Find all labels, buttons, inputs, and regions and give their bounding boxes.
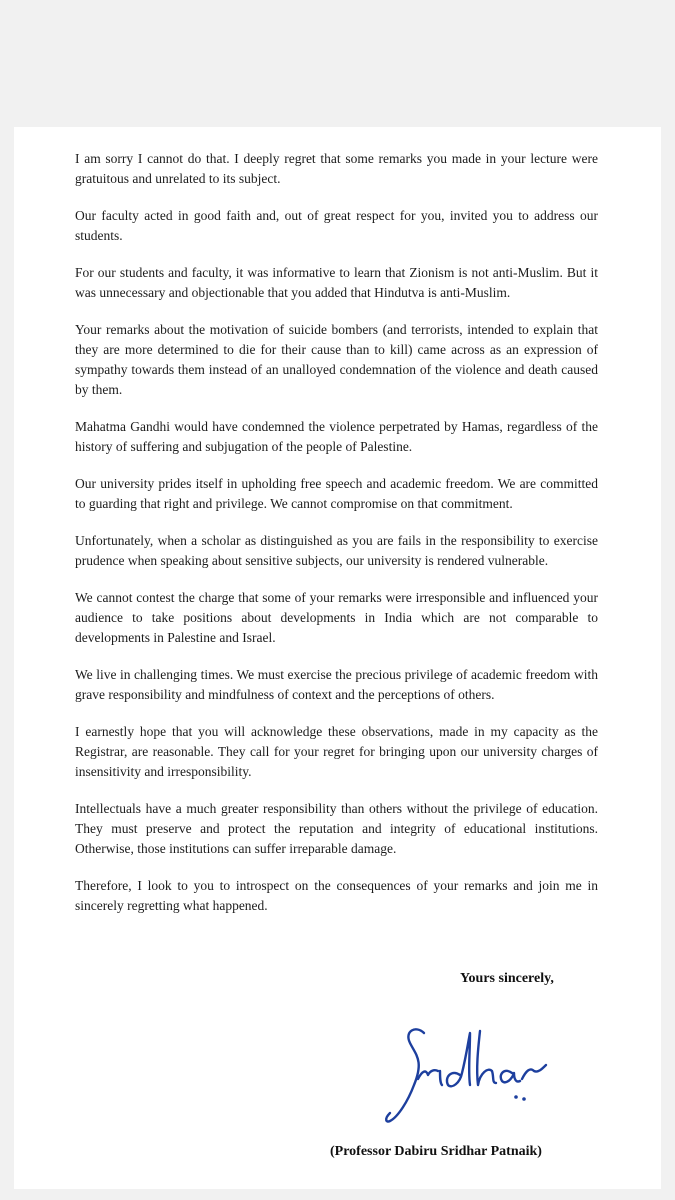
paragraph-10: I earnestly hope that you will acknowledge these observations, made in my capacity as the Registrar, are reasonable. They call for your regret for bringing upon our university charges of insensitivity and irresponsibility. xyxy=(75,724,598,779)
paragraph-8: We cannot contest the charge that some of your remarks were irresponsible and influenced your audience to take positions about developments in India which are not comparable to developments in Palestine and Israel. xyxy=(75,590,598,645)
signatory-name: (Professor Dabiru Sridhar Patnaik) xyxy=(330,1144,542,1159)
paragraph-5: Mahatma Gandhi would have condemned the violence perpetrated by Hamas, regardless of the history of suffering and subjugation of the people of Palestine. xyxy=(75,419,598,454)
paragraph-1: I am sorry I cannot do that. I deeply regret that some remarks you made in your lecture were gratuitous and unrelated to its subject. xyxy=(75,151,598,186)
letter-page xyxy=(14,127,661,1189)
paragraph-9: We live in challenging times. We must exercise the precious privilege of academic freedom with grave responsibility and mindfulness of context and the perceptions of others. xyxy=(75,667,598,702)
paragraph-12: Therefore, I look to you to introspect on the consequences of your remarks and join me in sincerely regretting what happened. xyxy=(75,878,598,913)
paragraph-11: Intellectuals have a much greater responsibility than others without the privilege of education. They must preserve and protect the reputation and integrity of educational institutions. Otherwise, those institutions can suffer irreparable damage. xyxy=(75,801,598,856)
closing-salutation: Yours sincerely, xyxy=(460,971,554,986)
handwritten-signature xyxy=(380,1013,550,1127)
paragraph-7: Unfortunately, when a scholar as distinguished as you are fails in the responsibility to exercise prudence when speaking about sensitive subjects, our university is rendered vulnerable. xyxy=(75,533,598,568)
letter-body xyxy=(75,149,598,933)
paragraph-6: Our university prides itself in upholding free speech and academic freedom. We are committed to guarding that right and privilege. We cannot compromise on that commitment. xyxy=(75,476,598,511)
paragraph-4: Your remarks about the motivation of suicide bombers (and terrorists, intended to explain that they are more determined to die for their cause than to kill) came across as an expression of sympathy towards them instead of an unalloyed condemnation of the violence and death caused by them. xyxy=(75,322,598,397)
paragraph-3: For our students and faculty, it was informative to learn that Zionism is not anti-Muslim. But it was unnecessary and objectionable that you added that Hindutva is anti-Muslim. xyxy=(75,265,598,300)
paragraph-2: Our faculty acted in good faith and, out of great respect for you, invited you to address our students. xyxy=(75,208,598,243)
